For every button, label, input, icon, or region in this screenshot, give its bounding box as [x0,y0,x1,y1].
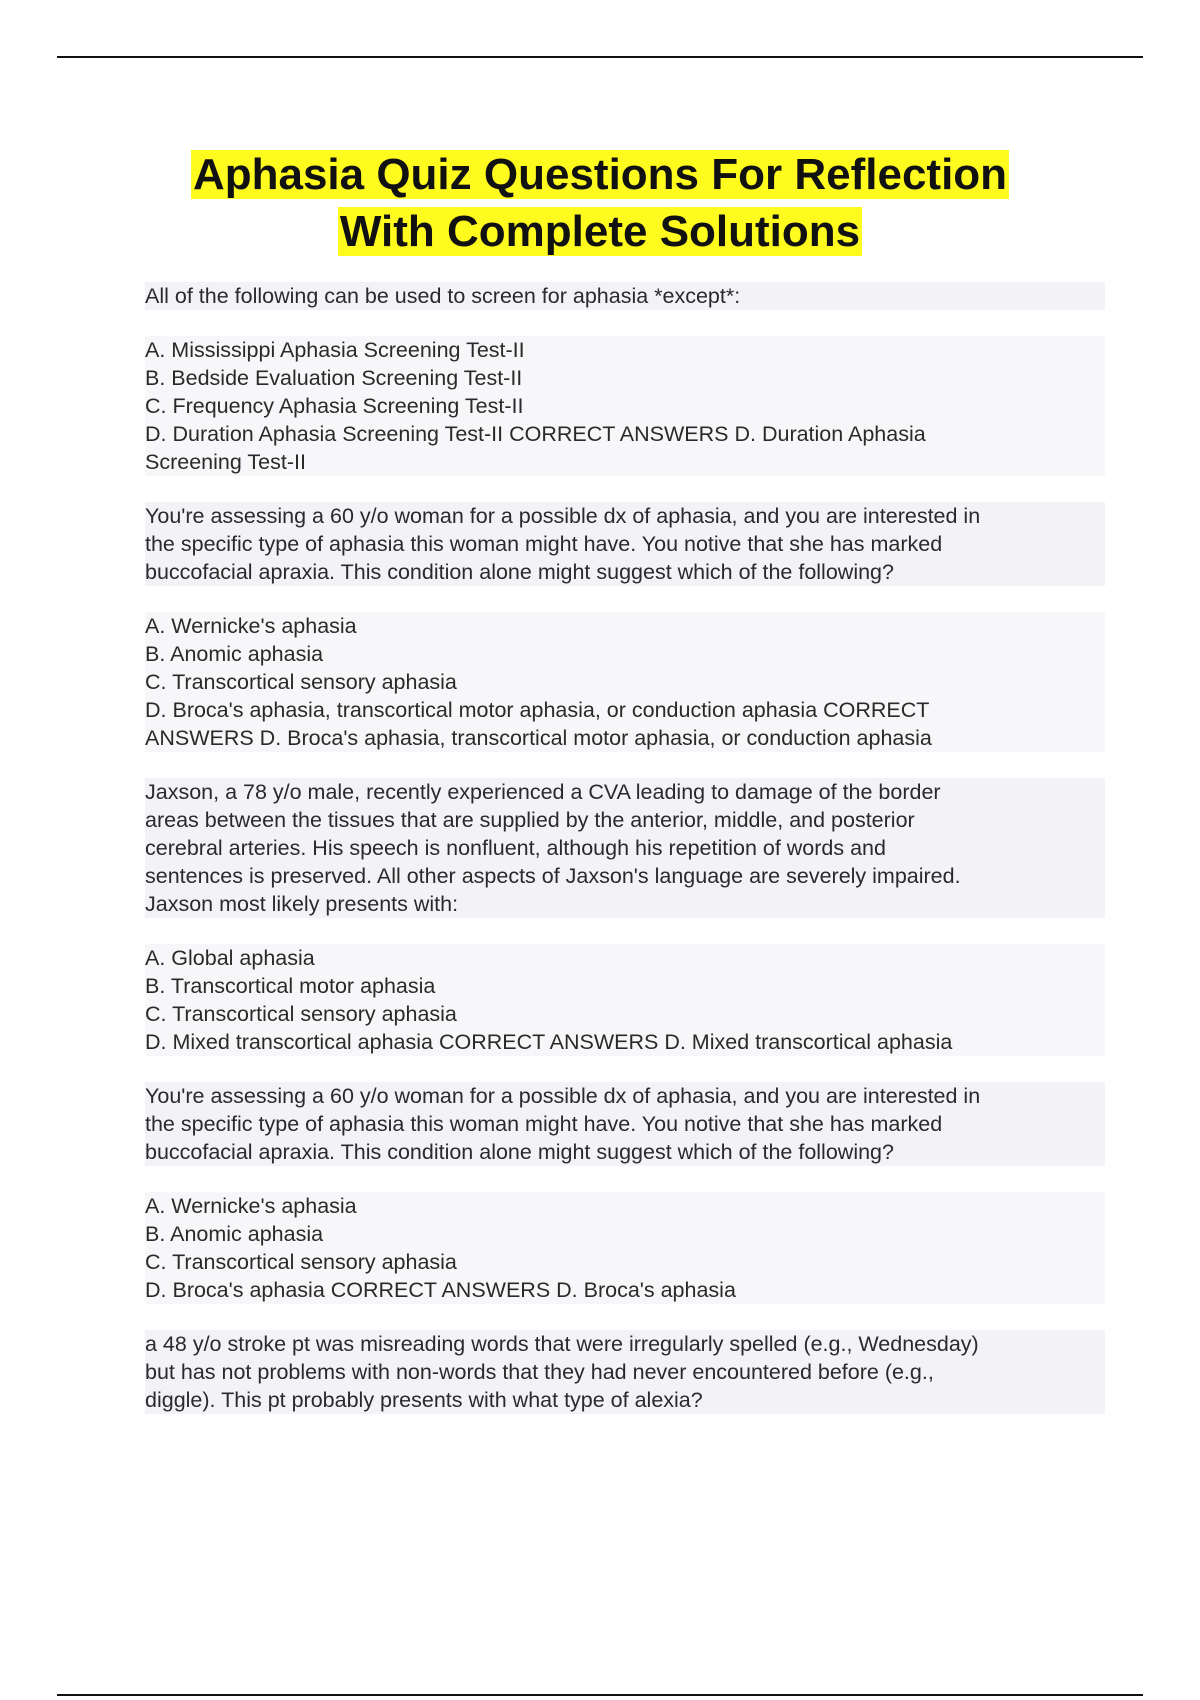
answer-option-line: ANSWERS D. Broca's aphasia, transcortical motor aphasia, or conduction aphasia [145,724,1105,752]
answer-option-line: D. Broca's aphasia CORRECT ANSWERS D. Broca's aphasia [145,1276,1105,1304]
question-text-line: cerebral arteries. His speech is nonfluent, although his repetition of words and [145,834,1105,862]
answer-option-line: D. Broca's aphasia, transcortical motor aphasia, or conduction aphasia CORRECT [145,696,1105,724]
question-text-line: the specific type of aphasia this woman might have. You notive that she has marked [145,1110,1105,1138]
question-text-line: You're assessing a 60 y/o woman for a possible dx of aphasia, and you are interested in [145,502,1105,530]
question-text-line: areas between the tissues that are supplied by the anterior, middle, and posterior [145,806,1105,834]
answer-option-line: B. Bedside Evaluation Screening Test-II [145,364,1105,392]
title-line-2: With Complete Solutions [339,207,861,256]
answer-option-line: B. Transcortical motor aphasia [145,972,1105,1000]
question-block [145,1082,1105,1166]
answer-options-block [145,336,1105,476]
question-text-line: buccofacial apraxia. This condition alone might suggest which of the following? [145,1138,1105,1166]
answer-option-line: A. Mississippi Aphasia Screening Test-II [145,336,1105,364]
question-text-line: Jaxson, a 78 y/o male, recently experienced a CVA leading to damage of the border [145,778,1105,806]
question-text-line: Jaxson most likely presents with: [145,890,1105,918]
top-rule [57,56,1143,58]
answer-options-block [145,944,1105,1056]
question-block [145,1330,1105,1414]
answer-option-line: D. Duration Aphasia Screening Test-II CORRECT ANSWERS D. Duration Aphasia [145,420,1105,448]
question-block [145,282,1105,310]
question-text-line: but has not problems with non-words that they had never encountered before (e.g., [145,1358,1105,1386]
question-block [145,778,1105,918]
answer-option-line: C. Transcortical sensory aphasia [145,1248,1105,1276]
question-text-line: sentences is preserved. All other aspects of Jaxson's language are severely impaired. [145,862,1105,890]
question-text-line: buccofacial apraxia. This condition alone might suggest which of the following? [145,558,1105,586]
answer-option-line: A. Global aphasia [145,944,1105,972]
answer-option-line: C. Transcortical sensory aphasia [145,668,1105,696]
question-text-line: the specific type of aphasia this woman might have. You notive that she has marked [145,530,1105,558]
answer-option-line: B. Anomic aphasia [145,1220,1105,1248]
answer-option-line: C. Frequency Aphasia Screening Test-II [145,392,1105,420]
question-text-line: You're assessing a 60 y/o woman for a possible dx of aphasia, and you are interested in [145,1082,1105,1110]
answer-options-block [145,1192,1105,1304]
answer-option-line: Screening Test-II [145,448,1105,476]
question-text-line: diggle). This pt probably presents with what type of alexia? [145,1386,1105,1414]
answer-option-line: A. Wernicke's aphasia [145,1192,1105,1220]
question-text-line: a 48 y/o stroke pt was misreading words that were irregularly spelled (e.g., Wednesday) [145,1330,1105,1358]
answer-option-line: C. Transcortical sensory aphasia [145,1000,1105,1028]
bottom-rule [57,1694,1143,1696]
question-block [145,502,1105,586]
title-line-1: Aphasia Quiz Questions For Reflection [192,150,1008,199]
answer-option-line: A. Wernicke's aphasia [145,612,1105,640]
document-body [145,282,1105,1440]
question-text-line: All of the following can be used to screen for aphasia *except*: [145,282,1105,310]
page-title [0,146,1200,260]
answer-option-line: B. Anomic aphasia [145,640,1105,668]
answer-option-line: D. Mixed transcortical aphasia CORRECT ANSWERS D. Mixed transcortical aphasia [145,1028,1105,1056]
answer-options-block [145,612,1105,752]
